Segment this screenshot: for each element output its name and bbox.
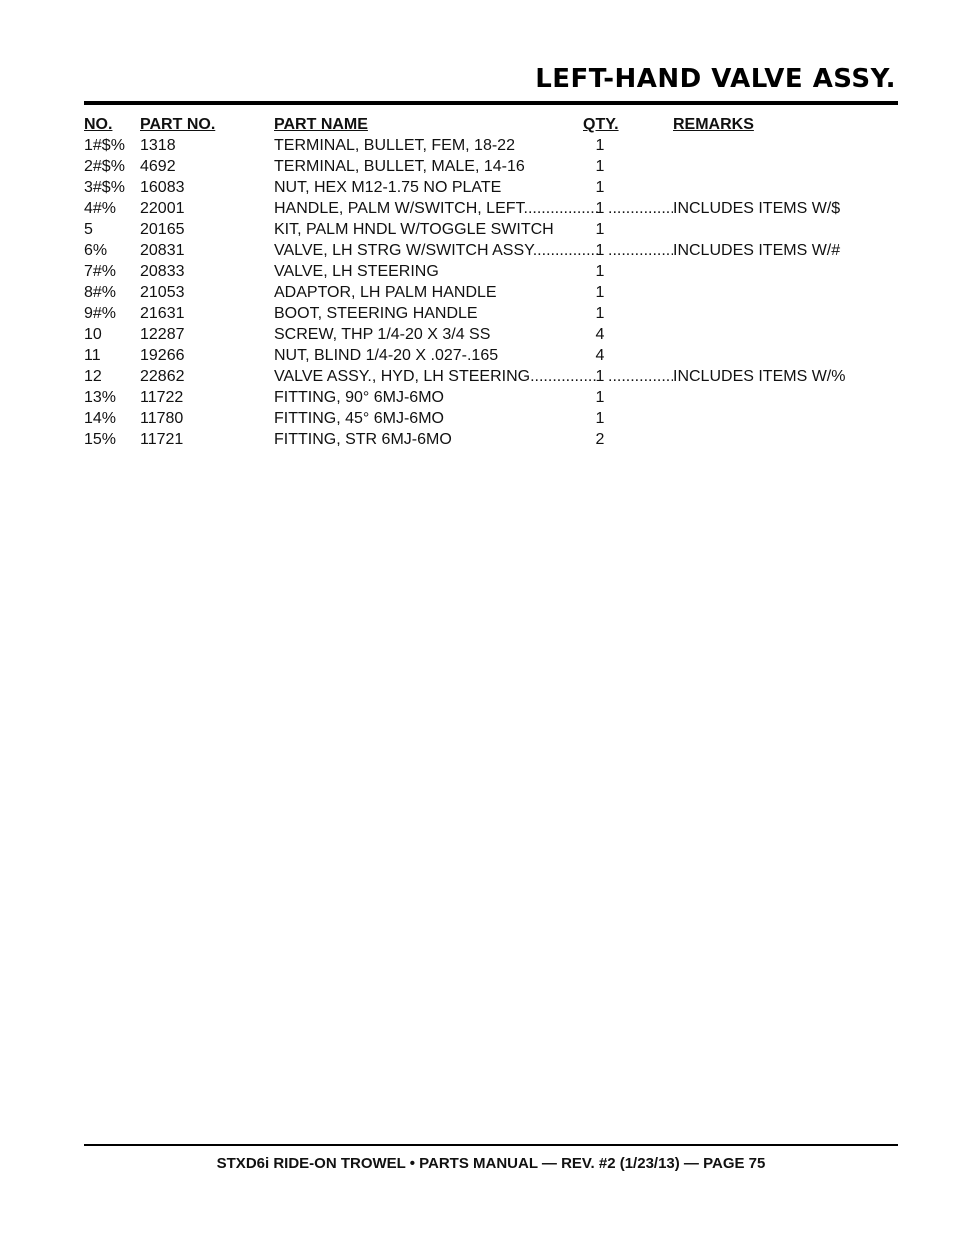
item-number: 12: [84, 368, 102, 385]
quantity: 1: [595, 242, 605, 259]
part-number: 22001: [140, 200, 185, 217]
item-number: 1#$%: [84, 137, 125, 154]
table-row: [84, 282, 898, 303]
item-number: 8#%: [84, 284, 117, 301]
part-number: 1318: [140, 137, 176, 154]
item-number: 5: [84, 221, 93, 238]
header-no: [84, 114, 112, 135]
item-number: 6%: [84, 242, 108, 259]
table-row: [84, 303, 898, 324]
part-name: FITTING, STR 6MJ-6MO: [274, 431, 452, 448]
header-qty: [583, 114, 619, 135]
parts-table: [84, 114, 898, 450]
item-number: 10: [84, 326, 102, 343]
part-number: 20831: [140, 242, 185, 259]
header-remarks: [673, 114, 754, 135]
part-name: FITTING, 90° 6MJ-6MO: [274, 389, 444, 406]
table-row: [84, 429, 898, 450]
quantity: 1: [595, 305, 605, 322]
item-number: 2#$%: [84, 158, 125, 175]
table-row: [84, 135, 898, 156]
part-number: 19266: [140, 347, 185, 364]
dot-leader: [608, 240, 673, 261]
table-row: [84, 219, 898, 240]
quantity: 1: [595, 137, 605, 154]
quantity: 1: [595, 200, 605, 217]
item-number: 3#$%: [84, 179, 125, 196]
item-number: 13%: [84, 389, 117, 406]
part-number: 22862: [140, 368, 185, 385]
header-qty-label: QTY.: [583, 116, 619, 133]
table-header-row: [84, 114, 898, 135]
quantity: 1: [595, 263, 605, 280]
part-number: 21631: [140, 305, 185, 322]
part-number: 16083: [140, 179, 185, 196]
part-name: NUT, HEX M12-1.75 NO PLATE: [274, 179, 502, 196]
header-part-no: [140, 114, 215, 135]
table-body: [84, 135, 898, 450]
part-number: 12287: [140, 326, 185, 343]
quantity: 1: [595, 389, 605, 406]
part-name: VALVE, LH STRG W/SWITCH ASSY. .....: [274, 240, 598, 261]
table-row: [84, 177, 898, 198]
header-no-label: NO.: [84, 116, 113, 133]
item-number: 11: [84, 347, 101, 364]
part-name: BOOT, STEERING HANDLE: [274, 305, 478, 322]
remarks: INCLUDES ITEMS W/$: [673, 200, 841, 217]
item-number: 7#%: [84, 263, 117, 280]
table-row: [84, 240, 898, 261]
table-row: [84, 345, 898, 366]
part-name: ADAPTOR, LH PALM HANDLE: [274, 284, 497, 301]
part-name: SCREW, THP 1/4-20 X 3/4 SS: [274, 326, 491, 343]
quantity: 1: [595, 158, 605, 175]
footer-divider: [84, 1144, 898, 1146]
part-number: 20165: [140, 221, 185, 238]
quantity: 4: [595, 326, 605, 343]
part-name: HANDLE, PALM W/SWITCH, LEFT .....: [274, 198, 598, 219]
quantity: 1: [595, 179, 605, 196]
item-number: 14%: [84, 410, 117, 427]
table-row: [84, 156, 898, 177]
header-part-no-label: PART NO.: [140, 116, 216, 133]
item-number: 4#%: [84, 200, 117, 217]
title-divider: [84, 101, 898, 105]
quantity: 2: [595, 431, 605, 448]
part-number: 20833: [140, 263, 185, 280]
page-title: LEFT-HAND VALVE ASSY.: [535, 64, 896, 94]
page-footer: STXD6i RIDE-ON TROWEL • PARTS MANUAL — REV. #2 (1/23/13) — PAGE 75: [216, 1155, 766, 1172]
item-number: 9#%: [84, 305, 117, 322]
quantity: 1: [595, 221, 605, 238]
remarks: INCLUDES ITEMS W/%: [673, 368, 846, 385]
table-row: [84, 408, 898, 429]
quantity: 1: [595, 284, 605, 301]
table-row: [84, 198, 898, 219]
header-part-name: [274, 114, 598, 135]
part-name: VALVE, LH STEERING: [274, 263, 439, 280]
quantity: 4: [595, 347, 605, 364]
dot-leader: [608, 198, 673, 219]
header-part-name-label: PART NAME: [274, 116, 368, 133]
quantity: 1: [595, 368, 605, 385]
table-row: [84, 324, 898, 345]
remarks: INCLUDES ITEMS W/#: [673, 242, 841, 259]
part-number: 4692: [140, 158, 176, 175]
dot-leader: [608, 366, 673, 387]
table-row: [84, 366, 898, 387]
part-name: KIT, PALM HNDL W/TOGGLE SWITCH: [274, 221, 554, 238]
table-row: [84, 261, 898, 282]
part-number: 11780: [140, 410, 184, 427]
part-number: 11721: [140, 431, 184, 448]
part-name: NUT, BLIND 1/4-20 X .027-.165: [274, 347, 499, 364]
part-name: TERMINAL, BULLET, MALE, 14-16: [274, 158, 525, 175]
quantity: 1: [595, 410, 605, 427]
part-name: TERMINAL, BULLET, FEM, 18-22: [274, 137, 515, 154]
part-name: VALVE ASSY., HYD, LH STEERING .....: [274, 366, 598, 387]
header-remarks-label: REMARKS: [673, 116, 754, 133]
part-number: 21053: [140, 284, 185, 301]
item-number: 15%: [84, 431, 117, 448]
part-number: 11722: [140, 389, 184, 406]
part-name: FITTING, 45° 6MJ-6MO: [274, 410, 444, 427]
table-row: [84, 387, 898, 408]
